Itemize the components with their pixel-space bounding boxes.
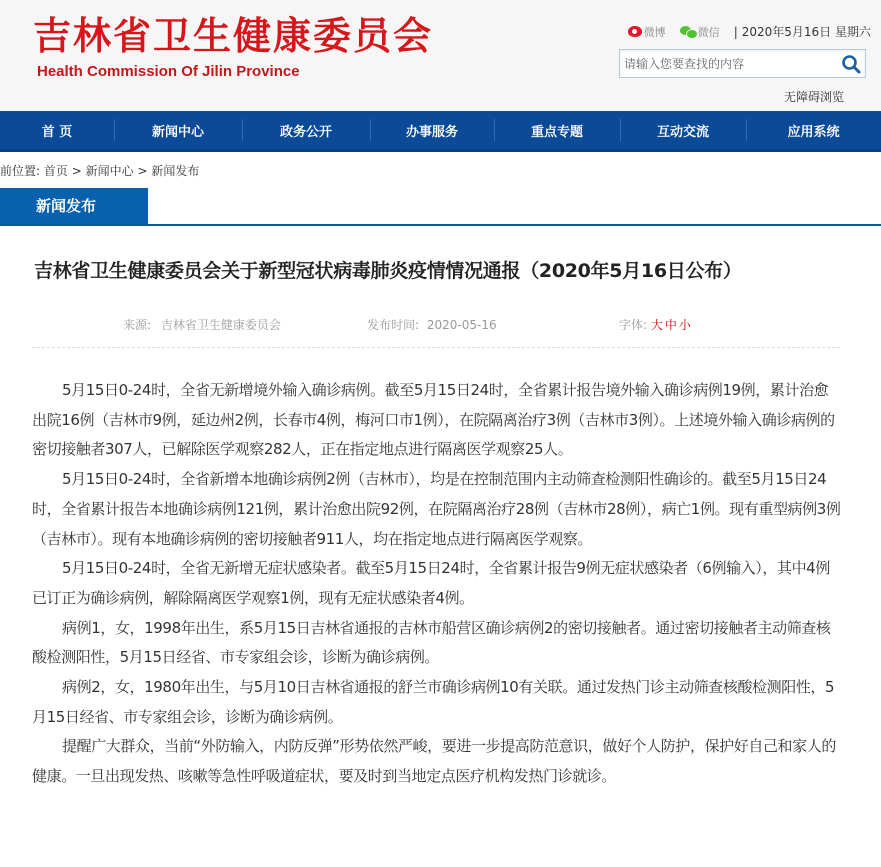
font-size-medium[interactable]: 中 xyxy=(664,318,677,332)
section-tab-news-release[interactable]: 新闻发布 xyxy=(0,188,148,224)
breadcrumb xyxy=(0,152,881,188)
font-size-large[interactable]: 大 xyxy=(650,318,663,332)
breadcrumb-news-release[interactable]: 新闻发布 xyxy=(151,164,200,178)
wechat-icon xyxy=(680,26,696,38)
site-logo-chinese[interactable]: 吉林省卫生健康委员会 xyxy=(33,14,434,58)
search-button[interactable] xyxy=(839,52,863,76)
main-nav xyxy=(0,111,881,152)
nav-item-news-center[interactable]: 新闻中心 xyxy=(114,111,242,149)
breadcrumb-separator: > xyxy=(71,164,82,178)
font-size-label: 字体: xyxy=(619,318,648,332)
site-header xyxy=(0,0,881,111)
article-paragraph: 提醒广大群众，当前“外防输入，内防反弹”形势依然严峻，要进一步提高防范意识，做好个人防护，保护好自己和家人的健康。一旦出现发热、咳嗽等急性呼吸道症状，要及时到当地定点医疗机构发热门诊就诊。 xyxy=(32,737,836,786)
search-box xyxy=(619,49,866,78)
site-logo-english[interactable]: Health Commission Of Jilin Province xyxy=(37,63,300,80)
separator: | xyxy=(733,24,738,39)
breadcrumb-news-center[interactable]: 新闻中心 xyxy=(85,164,134,178)
source-value: 吉林省卫生健康委员会 xyxy=(160,318,281,332)
top-utility-bar xyxy=(628,23,871,40)
article-paragraph: 病例1，女，1998年出生，系5月15日吉林省通报的吉林市船营区确诊病例2的密切接触者。通过密切接触者主动筛查核酸检测阳性，5月15日经省、市专家组会诊，诊断为确诊病例。 xyxy=(32,618,831,667)
search-input[interactable] xyxy=(624,54,834,74)
nav-item-interaction[interactable]: 互动交流 xyxy=(620,111,746,149)
nav-item-services[interactable]: 办事服务 xyxy=(370,111,494,149)
accessible-browse-link[interactable]: 无障碍浏览 xyxy=(784,90,845,104)
nav-item-key-topics[interactable]: 重点专题 xyxy=(494,111,620,149)
source-label: 来源: xyxy=(123,318,152,332)
search-icon xyxy=(839,52,863,76)
weibo-label: 微博 xyxy=(643,25,666,39)
wechat-link[interactable] xyxy=(680,24,720,40)
nav-item-applications[interactable]: 应用系统 xyxy=(746,111,881,149)
article-body xyxy=(32,376,842,792)
article-paragraph: 5月15日0-24时，全省新增本地确诊病例2例（吉林市），均是在控制范围内主动筛查检测阳性确诊的。截至5月15日24时，全省累计报告本地确诊病例121例，累计治愈出院92例，在院隔离治疗28例（吉林市28例），病亡1例。现有重型病例3例（吉林市）。现有本地确诊病例的密切接触者911人，均在指定地点进行隔离医学观察。 xyxy=(32,470,841,548)
wechat-label: 微信 xyxy=(697,25,720,39)
breadcrumb-prefix: 前位置: xyxy=(0,164,41,178)
nav-item-government-affairs[interactable]: 政务公开 xyxy=(242,111,370,149)
publish-date-label: 发布时间: xyxy=(367,318,420,332)
font-size-small[interactable]: 小 xyxy=(678,318,691,332)
meta-divider xyxy=(32,347,840,348)
breadcrumb-home[interactable]: 首页 xyxy=(43,164,68,178)
article-paragraph: 5月15日0-24时，全省无新增境外输入确诊病例。截至5月15日24时，全省累计报告境外输入确诊病例19例，累计治愈出院16例（吉林市9例，延边州2例，长春市4例，梅河口市1例），在院隔离治疗3例（吉林市3例）。上述境外输入确诊病例的密切接触者307人，已解除医学观察282人，正在指定地点进行隔离医学观察25人。 xyxy=(32,381,835,459)
publish-date-value: 2020-05-16 xyxy=(426,318,497,332)
weibo-link[interactable] xyxy=(628,24,666,40)
article-paragraph: 病例2，女，1980年出生，与5月10日吉林省通报的舒兰市确诊病例10有关联。通过发热门诊主动筛查核酸检测阳性，5月15日经省、市专家组会诊，诊断为确诊病例。 xyxy=(32,678,835,726)
current-date: 2020年5月16日 星期六 xyxy=(741,25,871,39)
article-paragraph: 5月15日0-24时，全省无新增无症状感染者。截至5月15日24时，全省累计报告9例无症状感染者（6例输入），其中4例已订正为确诊病例，解除隔离医学观察1例，现有无症状感染者4例。 xyxy=(32,559,830,607)
nav-item-home[interactable]: 首 页 xyxy=(41,124,73,140)
section-header xyxy=(0,188,881,226)
weibo-icon xyxy=(628,26,642,37)
breadcrumb-separator: > xyxy=(137,164,148,178)
article-title: 吉林省卫生健康委员会关于新型冠状病毒肺炎疫情情况通报（2020年5月16日公布） xyxy=(34,260,742,282)
